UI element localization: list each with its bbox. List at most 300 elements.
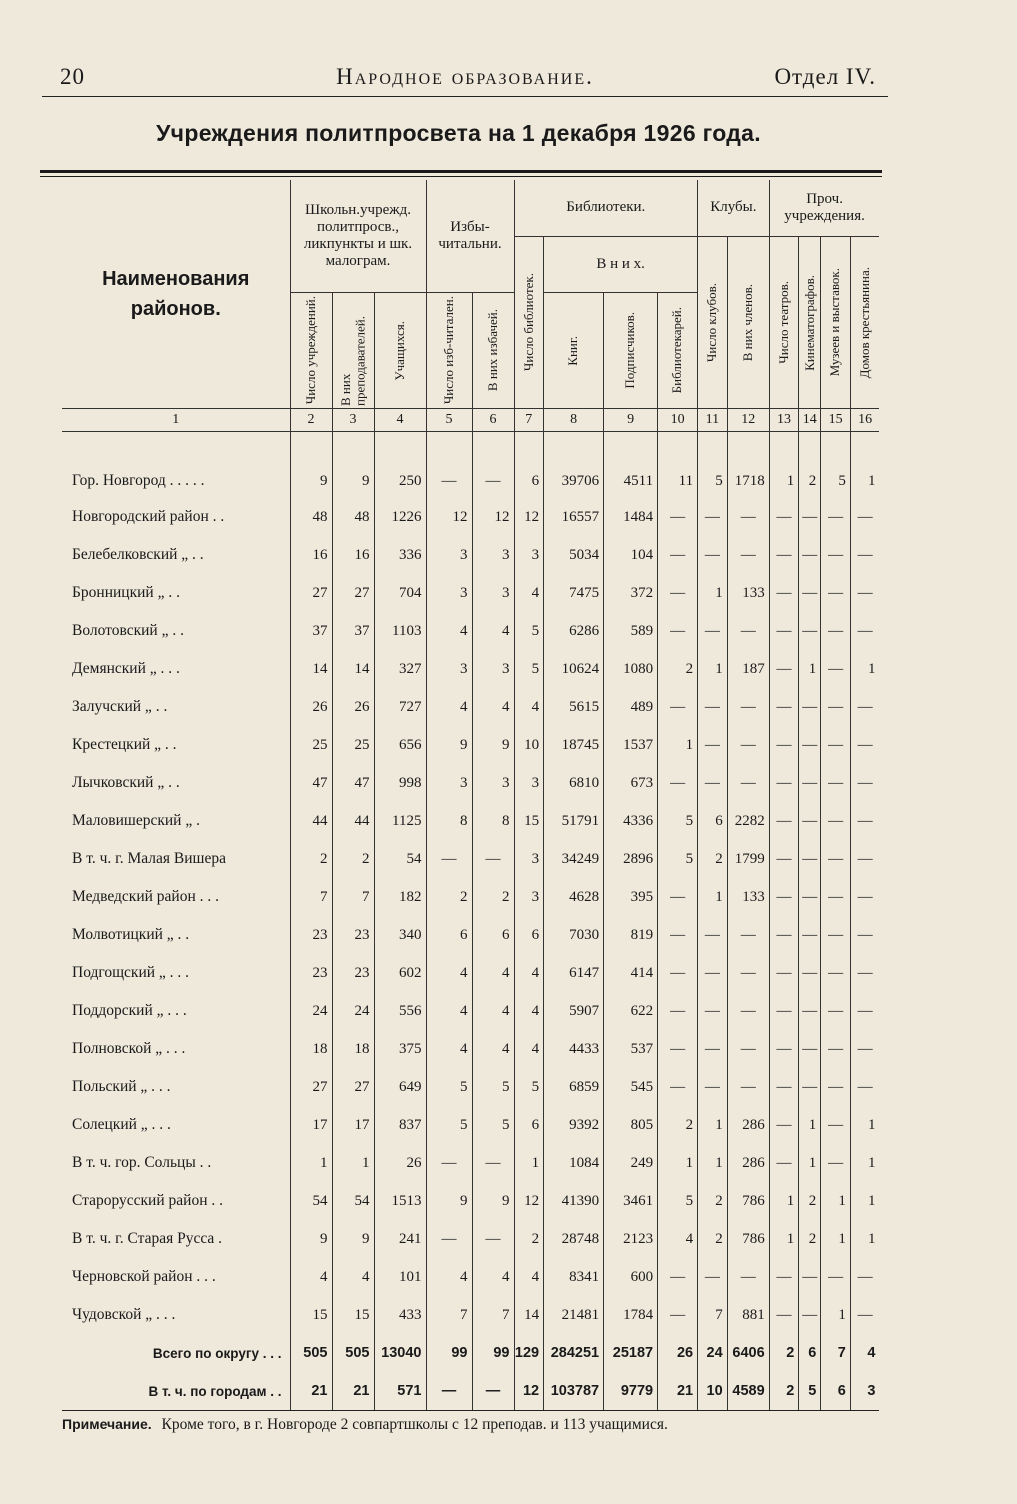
value-cell: — xyxy=(658,1068,698,1106)
value-cell: — xyxy=(698,1030,728,1068)
value-cell: 489 xyxy=(604,688,658,726)
value-cell: 4 xyxy=(472,1258,514,1296)
table-row xyxy=(62,432,879,499)
value-cell: — xyxy=(658,574,698,612)
value-cell: — xyxy=(698,498,728,536)
value-cell: — xyxy=(799,726,821,764)
value-cell: 395 xyxy=(604,878,658,916)
value-cell: 4 xyxy=(472,954,514,992)
column-group-lib-sub: В н и х. xyxy=(544,237,698,293)
value-cell: — xyxy=(698,1068,728,1106)
value-cell: 537 xyxy=(604,1030,658,1068)
table-row xyxy=(62,726,879,764)
value-cell: 7475 xyxy=(544,574,604,612)
column-header-13: Число театров. xyxy=(769,237,799,409)
value-cell: 4 xyxy=(290,1258,332,1296)
value-cell: — xyxy=(769,1106,799,1144)
value-cell: 23 xyxy=(290,954,332,992)
district-name-cell: Поддорский „ . . . xyxy=(72,1002,187,1019)
value-cell: 1799 xyxy=(727,840,769,878)
value-cell: — xyxy=(698,916,728,954)
value-cell: — xyxy=(799,1296,821,1334)
column-group-schools: Школьн.учрежд. политпросв., ликпункты и шк. малограм. xyxy=(290,180,426,293)
value-cell: 6147 xyxy=(544,954,604,992)
value-cell: 2 xyxy=(332,840,374,878)
column-header-2: Число учреждений. xyxy=(290,293,332,409)
district-name-cell: В т. ч. гор. Сольцы . . xyxy=(72,1154,212,1171)
value-cell: — xyxy=(821,1106,851,1144)
value-cell: — xyxy=(769,954,799,992)
value-cell: — xyxy=(698,612,728,650)
value-cell: — xyxy=(769,802,799,840)
column-header-11: Число клубов. xyxy=(698,237,728,409)
value-cell: — xyxy=(850,536,879,574)
table-row xyxy=(62,992,879,1030)
value-cell: — xyxy=(769,498,799,536)
value-cell: 6859 xyxy=(544,1068,604,1106)
value-cell: 1484 xyxy=(604,498,658,536)
column-header-15: Музеев и выставок. xyxy=(821,237,851,409)
value-cell: — xyxy=(821,574,851,612)
value-cell: — xyxy=(698,954,728,992)
value-cell: 26 xyxy=(374,1144,426,1182)
value-cell: 4 xyxy=(426,954,472,992)
value-cell: — xyxy=(727,612,769,650)
column-number: 5 xyxy=(426,409,472,432)
value-cell: 48 xyxy=(332,498,374,536)
value-cell: 25187 xyxy=(604,1334,658,1372)
value-cell: 3 xyxy=(472,650,514,688)
table-row xyxy=(62,878,879,916)
column-group-other: Проч. учреждения. xyxy=(769,180,879,237)
value-cell: 1 xyxy=(850,650,879,688)
value-cell: 9 xyxy=(290,1220,332,1258)
value-cell: — xyxy=(727,688,769,726)
value-cell: 1 xyxy=(769,1182,799,1220)
value-cell: 24 xyxy=(698,1334,728,1372)
value-cell: 7 xyxy=(698,1296,728,1334)
value-cell: 4 xyxy=(514,1258,544,1296)
value-cell: — xyxy=(472,1144,514,1182)
column-number-row xyxy=(62,409,879,432)
district-name-cell: Полновской „ . . . xyxy=(72,1040,186,1057)
value-cell: — xyxy=(821,688,851,726)
value-cell: 505 xyxy=(332,1334,374,1372)
value-cell: 34249 xyxy=(544,840,604,878)
value-cell: 3 xyxy=(426,574,472,612)
value-cell: 5615 xyxy=(544,688,604,726)
value-cell: 37 xyxy=(332,612,374,650)
value-cell: 47 xyxy=(332,764,374,802)
value-cell: 15 xyxy=(290,1296,332,1334)
value-cell: — xyxy=(821,840,851,878)
value-cell: — xyxy=(658,1296,698,1334)
value-cell: 5 xyxy=(658,840,698,878)
value-cell: 129 xyxy=(514,1334,544,1372)
value-cell: 805 xyxy=(604,1106,658,1144)
value-cell: 3461 xyxy=(604,1182,658,1220)
value-cell: 16557 xyxy=(544,498,604,536)
value-cell: 6 xyxy=(698,802,728,840)
table-row xyxy=(62,1144,879,1182)
value-cell: 6 xyxy=(821,1372,851,1411)
value-cell: — xyxy=(821,650,851,688)
table-row xyxy=(62,498,879,536)
value-cell: — xyxy=(769,840,799,878)
value-cell: 2 xyxy=(799,432,821,499)
value-cell: — xyxy=(799,764,821,802)
value-cell: — xyxy=(658,536,698,574)
value-cell: 3 xyxy=(426,536,472,574)
value-cell: 1 xyxy=(821,1220,851,1258)
value-cell: — xyxy=(850,1296,879,1334)
value-cell: 21 xyxy=(332,1372,374,1411)
district-name-cell: Лычковский „ . . xyxy=(72,774,180,791)
footnote xyxy=(62,1416,922,1434)
column-group-izby: Избы-читальни. xyxy=(426,180,514,293)
value-cell: 27 xyxy=(290,1068,332,1106)
value-cell: 9 xyxy=(426,726,472,764)
value-cell: — xyxy=(850,878,879,916)
value-cell: 1 xyxy=(799,1144,821,1182)
value-cell: 837 xyxy=(374,1106,426,1144)
value-cell: 241 xyxy=(374,1220,426,1258)
value-cell: 622 xyxy=(604,992,658,1030)
value-cell: 4628 xyxy=(544,878,604,916)
value-cell: 10624 xyxy=(544,650,604,688)
value-cell: 182 xyxy=(374,878,426,916)
value-cell: — xyxy=(821,1258,851,1296)
value-cell: 1084 xyxy=(544,1144,604,1182)
value-cell: — xyxy=(799,536,821,574)
value-cell: — xyxy=(698,1258,728,1296)
value-cell: 1784 xyxy=(604,1296,658,1334)
table-row xyxy=(62,954,879,992)
value-cell: 2 xyxy=(658,1106,698,1144)
top-rule xyxy=(40,170,882,173)
table-row xyxy=(62,1296,879,1334)
value-cell: — xyxy=(850,1030,879,1068)
district-name-cell: Белебелковский „ . . xyxy=(72,546,204,563)
value-cell: — xyxy=(850,1258,879,1296)
column-header-12: В них членов. xyxy=(727,237,769,409)
value-cell: — xyxy=(850,916,879,954)
value-cell: 5 xyxy=(698,432,728,499)
value-cell: 44 xyxy=(332,802,374,840)
value-cell: — xyxy=(658,1258,698,1296)
value-cell: — xyxy=(698,764,728,802)
value-cell: 4 xyxy=(514,954,544,992)
value-cell: — xyxy=(727,1258,769,1296)
value-cell: 704 xyxy=(374,574,426,612)
value-cell: 37 xyxy=(290,612,332,650)
column-number: 11 xyxy=(698,409,728,432)
value-cell: 1 xyxy=(332,1144,374,1182)
value-cell: — xyxy=(799,612,821,650)
value-cell: 12 xyxy=(472,498,514,536)
value-cell: — xyxy=(658,954,698,992)
district-name-cell: Бронницкий „ . . xyxy=(72,584,180,601)
value-cell: 673 xyxy=(604,764,658,802)
value-cell: 133 xyxy=(727,878,769,916)
value-cell: 27 xyxy=(332,1068,374,1106)
value-cell: 4433 xyxy=(544,1030,604,1068)
value-cell: 54 xyxy=(374,840,426,878)
value-cell: — xyxy=(727,726,769,764)
column-number: 4 xyxy=(374,409,426,432)
value-cell: 6 xyxy=(799,1334,821,1372)
value-cell: 4 xyxy=(850,1334,879,1372)
value-cell: 3 xyxy=(514,878,544,916)
value-cell: 1 xyxy=(769,432,799,499)
value-cell: 51791 xyxy=(544,802,604,840)
value-cell: 9 xyxy=(472,1182,514,1220)
value-cell: 3 xyxy=(514,764,544,802)
value-cell: — xyxy=(769,536,799,574)
district-name-cell: Новгородский район . . xyxy=(72,508,225,525)
value-cell: 26 xyxy=(658,1334,698,1372)
value-cell: 1 xyxy=(698,650,728,688)
value-cell: — xyxy=(821,802,851,840)
value-cell: 6810 xyxy=(544,764,604,802)
value-cell: 250 xyxy=(374,432,426,499)
value-cell: — xyxy=(426,432,472,499)
value-cell: 1080 xyxy=(604,650,658,688)
value-cell: — xyxy=(799,688,821,726)
value-cell: 7030 xyxy=(544,916,604,954)
column-header-4: Учащихся. xyxy=(374,293,426,409)
value-cell: — xyxy=(658,878,698,916)
data-table xyxy=(62,180,879,1411)
value-cell: 589 xyxy=(604,612,658,650)
value-cell: 11 xyxy=(658,432,698,499)
value-cell: 8 xyxy=(426,802,472,840)
value-cell: 545 xyxy=(604,1068,658,1106)
value-cell: — xyxy=(799,574,821,612)
value-cell: 16 xyxy=(290,536,332,574)
value-cell: 1 xyxy=(850,1182,879,1220)
value-cell: 18 xyxy=(332,1030,374,1068)
value-cell: — xyxy=(769,878,799,916)
column-header-8: Книг. xyxy=(544,293,604,409)
top-rule-thin xyxy=(40,176,882,177)
value-cell: 99 xyxy=(472,1334,514,1372)
column-number: 10 xyxy=(658,409,698,432)
value-cell: 649 xyxy=(374,1068,426,1106)
table-row xyxy=(62,840,879,878)
value-cell: — xyxy=(769,612,799,650)
total-row xyxy=(62,1372,879,1411)
value-cell: 44 xyxy=(290,802,332,840)
value-cell: 24 xyxy=(290,992,332,1030)
value-cell: — xyxy=(769,1144,799,1182)
value-cell: — xyxy=(799,878,821,916)
district-name-cell: Залучский „ . . xyxy=(72,698,168,715)
value-cell: 1226 xyxy=(374,498,426,536)
value-cell: 27 xyxy=(290,574,332,612)
value-cell: 2 xyxy=(290,840,332,878)
value-cell: 1103 xyxy=(374,612,426,650)
value-cell: — xyxy=(821,536,851,574)
value-cell: 6 xyxy=(472,916,514,954)
value-cell: 12 xyxy=(514,1372,544,1411)
value-cell: 5 xyxy=(472,1106,514,1144)
value-cell: 4336 xyxy=(604,802,658,840)
value-cell: — xyxy=(799,498,821,536)
value-cell: — xyxy=(769,1068,799,1106)
value-cell: 3 xyxy=(426,764,472,802)
value-cell: 1 xyxy=(698,574,728,612)
value-cell: — xyxy=(769,726,799,764)
value-cell: 1 xyxy=(821,1296,851,1334)
column-number: 7 xyxy=(514,409,544,432)
value-cell: 340 xyxy=(374,916,426,954)
table-body xyxy=(62,409,879,1411)
value-cell: 2 xyxy=(769,1372,799,1411)
value-cell: — xyxy=(799,840,821,878)
value-cell: — xyxy=(850,612,879,650)
table-row xyxy=(62,688,879,726)
value-cell: 5 xyxy=(514,612,544,650)
value-cell: 2 xyxy=(426,878,472,916)
value-cell: 656 xyxy=(374,726,426,764)
value-cell: 9 xyxy=(472,726,514,764)
value-cell: — xyxy=(799,916,821,954)
value-cell: 9 xyxy=(332,1220,374,1258)
value-cell: 1 xyxy=(850,1144,879,1182)
value-cell: 2 xyxy=(472,878,514,916)
value-cell: 4 xyxy=(514,574,544,612)
value-cell: 23 xyxy=(332,954,374,992)
value-cell: 6 xyxy=(426,916,472,954)
value-cell: — xyxy=(850,726,879,764)
column-number: 1 xyxy=(62,409,290,432)
value-cell: 23 xyxy=(332,916,374,954)
value-cell: 99 xyxy=(426,1334,472,1372)
value-cell: 14 xyxy=(514,1296,544,1334)
value-cell: 1 xyxy=(799,1106,821,1144)
table-row xyxy=(62,764,879,802)
value-cell: 1537 xyxy=(604,726,658,764)
value-cell: 819 xyxy=(604,916,658,954)
value-cell: 4 xyxy=(426,688,472,726)
district-name-cell: В т. ч. г. Малая Вишера xyxy=(72,850,226,867)
column-header-10: Библиотекарей. xyxy=(658,293,698,409)
value-cell: 881 xyxy=(727,1296,769,1334)
district-name-cell: Молвотицкий „ . . xyxy=(72,926,190,943)
section-title: Народное образование. xyxy=(336,64,594,89)
table-row xyxy=(62,916,879,954)
value-cell: 48 xyxy=(290,498,332,536)
value-cell: 2 xyxy=(698,1220,728,1258)
value-cell: 786 xyxy=(727,1220,769,1258)
column-number: 15 xyxy=(821,409,851,432)
value-cell: — xyxy=(698,992,728,1030)
value-cell: 133 xyxy=(727,574,769,612)
district-name-cell: Крестецкий „ . . xyxy=(72,736,177,753)
table-row xyxy=(62,1068,879,1106)
total-row xyxy=(62,1334,879,1372)
value-cell: — xyxy=(850,840,879,878)
value-cell: — xyxy=(426,1372,472,1411)
value-cell: 26 xyxy=(290,688,332,726)
value-cell: — xyxy=(698,726,728,764)
value-cell: 13040 xyxy=(374,1334,426,1372)
value-cell: 4 xyxy=(426,992,472,1030)
district-name-cell: Гор. Новгород . . . . . xyxy=(72,472,205,489)
value-cell: 14 xyxy=(332,650,374,688)
value-cell: 54 xyxy=(332,1182,374,1220)
value-cell: — xyxy=(472,1372,514,1411)
value-cell: 372 xyxy=(604,574,658,612)
value-cell: 786 xyxy=(727,1182,769,1220)
value-cell: — xyxy=(472,1220,514,1258)
column-group-libraries: Библиотеки. xyxy=(514,180,698,237)
value-cell: — xyxy=(850,688,879,726)
value-cell: 1 xyxy=(658,726,698,764)
value-cell: 15 xyxy=(332,1296,374,1334)
value-cell: — xyxy=(821,1144,851,1182)
value-cell: 2 xyxy=(698,1182,728,1220)
column-header-7: Число библиотек. xyxy=(514,237,544,409)
district-name-cell: Чудовской „ . . . xyxy=(72,1306,176,1323)
value-cell: — xyxy=(850,992,879,1030)
value-cell: 12 xyxy=(514,498,544,536)
value-cell: 7 xyxy=(472,1296,514,1334)
value-cell: 5 xyxy=(821,432,851,499)
value-cell: 6 xyxy=(514,916,544,954)
value-cell: 5907 xyxy=(544,992,604,1030)
district-name-cell: Черновской район . . . xyxy=(72,1268,216,1285)
value-cell: 1 xyxy=(290,1144,332,1182)
value-cell: 39706 xyxy=(544,432,604,499)
value-cell: 4 xyxy=(472,992,514,1030)
value-cell: 16 xyxy=(332,536,374,574)
value-cell: 5 xyxy=(658,802,698,840)
value-cell: 3 xyxy=(426,650,472,688)
value-cell: 1513 xyxy=(374,1182,426,1220)
value-cell: — xyxy=(698,688,728,726)
value-cell: — xyxy=(658,992,698,1030)
value-cell: 286 xyxy=(727,1144,769,1182)
value-cell: 7 xyxy=(426,1296,472,1334)
value-cell: — xyxy=(658,764,698,802)
value-cell: 4511 xyxy=(604,432,658,499)
value-cell: — xyxy=(426,1144,472,1182)
value-cell: 433 xyxy=(374,1296,426,1334)
value-cell: 1 xyxy=(698,878,728,916)
district-name-cell: Медведский район . . . xyxy=(72,888,220,905)
value-cell: — xyxy=(769,1258,799,1296)
value-cell: 4589 xyxy=(727,1372,769,1411)
value-cell: 1 xyxy=(769,1220,799,1258)
value-cell: 10 xyxy=(698,1372,728,1411)
value-cell: — xyxy=(821,954,851,992)
table-row xyxy=(62,574,879,612)
footnote-text: Кроме того, в г. Новгороде 2 совпартшколы с 12 преподав. и 113 учащимися. xyxy=(161,1416,668,1433)
value-cell: — xyxy=(821,726,851,764)
district-name-cell: Волотовский „ . . xyxy=(72,622,184,639)
value-cell: 8341 xyxy=(544,1258,604,1296)
value-cell: 1 xyxy=(821,1182,851,1220)
value-cell: — xyxy=(821,878,851,916)
value-cell: — xyxy=(821,1068,851,1106)
value-cell: 5 xyxy=(799,1372,821,1411)
value-cell: — xyxy=(799,954,821,992)
value-cell: 21 xyxy=(658,1372,698,1411)
column-number: 12 xyxy=(727,409,769,432)
value-cell: 7 xyxy=(290,878,332,916)
